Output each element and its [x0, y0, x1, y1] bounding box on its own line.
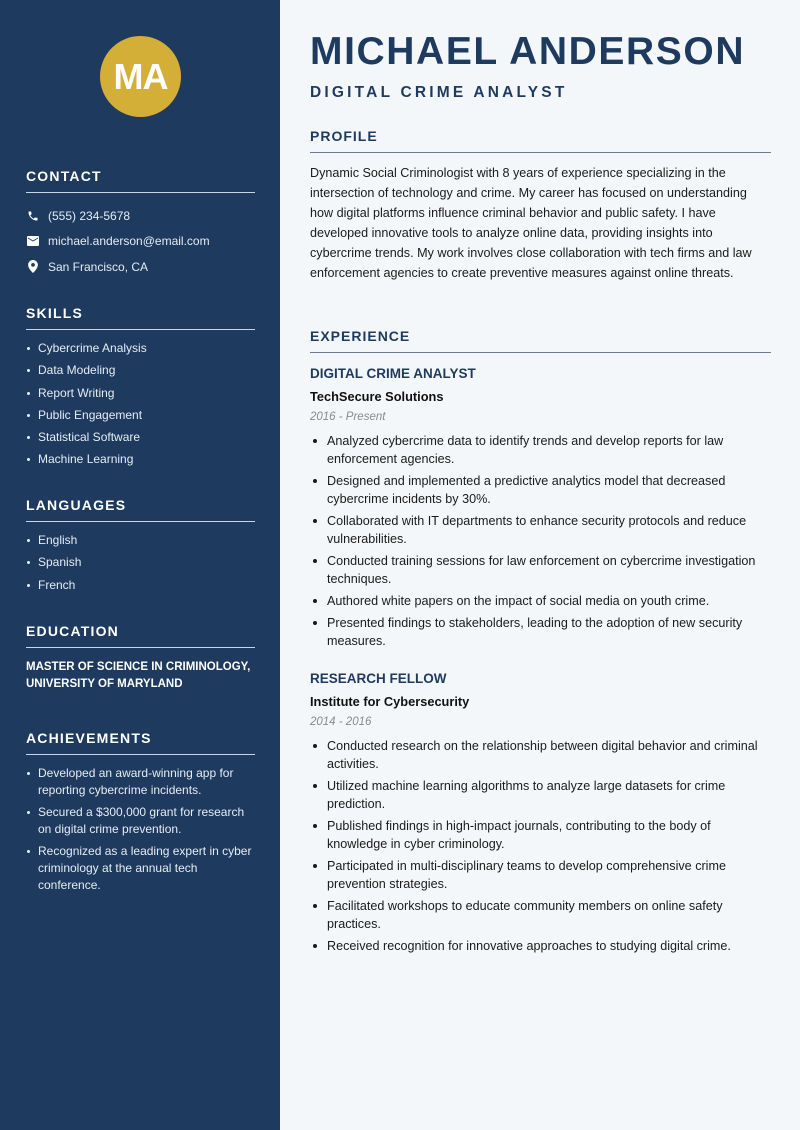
achievements-list	[26, 765, 255, 894]
skills-list	[26, 340, 255, 468]
job-bullet: Analyzed cybercrime data to identify trends and develop reports for law enforcement agencies.	[310, 432, 771, 468]
section-heading: ACHIEVEMENTS	[26, 730, 255, 755]
job-dates: 2014 - 2016	[310, 716, 372, 728]
language-item: French	[26, 577, 255, 594]
skill-item: Data Modeling	[26, 362, 255, 379]
job-bullet: Participated in multi-disciplinary teams to develop comprehensive crime prevention strategies.	[310, 857, 771, 893]
job-bullet: Conducted research on the relationship between digital behavior and criminal activities.	[310, 737, 771, 773]
job-entry	[310, 671, 771, 959]
email-icon	[26, 235, 39, 248]
skill-item: Report Writing	[26, 385, 255, 402]
avatar	[100, 36, 181, 117]
skill-item: Public Engagement	[26, 407, 255, 424]
candidate-name: MICHAEL ANDERSON	[310, 30, 746, 73]
contact-phone	[26, 203, 255, 229]
job-bullets	[310, 737, 771, 955]
job-entry	[310, 366, 771, 654]
section-heading: LANGUAGES	[26, 497, 255, 522]
skills-section	[26, 305, 255, 474]
job-title: DIGITAL CRIME ANALYST	[310, 366, 476, 381]
contact-text: San Francisco, CA	[48, 259, 149, 274]
contact-text: (555) 234-5678	[48, 208, 131, 223]
section-heading: SKILLS	[26, 305, 255, 330]
languages-section	[26, 497, 255, 599]
job-title: RESEARCH FELLOW	[310, 671, 447, 686]
achievement-item: Developed an award-winning app for reporting cybercrime incidents.	[26, 765, 255, 799]
job-company: TechSecure Solutions	[310, 389, 444, 404]
job-dates: 2016 - Present	[310, 411, 386, 423]
contact-section	[26, 168, 255, 280]
language-item: English	[26, 532, 255, 549]
phone-icon	[26, 209, 39, 222]
contact-text: michael.anderson@email.com	[48, 234, 210, 249]
job-bullet: Collaborated with IT departments to enhance security protocols and reduce vulnerabilities.	[310, 512, 771, 548]
job-bullet: Conducted training sessions for law enforcement on cybercrime investigation techniques.	[310, 552, 771, 588]
section-heading: PROFILE	[310, 128, 771, 153]
section-heading: EXPERIENCE	[310, 328, 771, 353]
languages-list	[26, 532, 255, 594]
job-bullet: Presented findings to stakeholders, leading to the adoption of new security measures.	[310, 614, 771, 650]
job-company: Institute for Cybersecurity	[310, 694, 470, 709]
candidate-title: DIGITAL CRIME ANALYST	[310, 84, 568, 101]
job-bullet: Designed and implemented a predictive analytics model that decreased cybercrime incidents by 30%.	[310, 472, 771, 508]
skill-item: Machine Learning	[26, 451, 255, 468]
profile-summary: Dynamic Social Criminologist with 8 years of experience specializing in the intersection of technology and crime. My career has focused on understanding how digital platforms influence criminal behavior and public safety. I have developed innovative tools to analyze online data, providing insights into cybercrime trends. My work involves close collaboration with tech firms and law enforcement agencies to create preventive measures against online threats.	[310, 166, 752, 280]
skill-item: Cybercrime Analysis	[26, 340, 255, 357]
contact-email	[26, 229, 255, 255]
achievement-item: Secured a $300,000 grant for research on digital crime prevention.	[26, 804, 255, 838]
job-bullet: Received recognition for innovative approaches to studying digital crime.	[310, 937, 771, 955]
job-bullets	[310, 432, 771, 650]
location-pin-icon	[26, 260, 39, 273]
job-bullet: Authored white papers on the impact of social media on youth crime.	[310, 592, 771, 610]
education-degree: MASTER OF SCIENCE IN CRIMINOLOGY, UNIVERSITY OF MARYLAND	[26, 661, 251, 690]
contact-list	[26, 203, 255, 280]
avatar-initials: MA	[113, 55, 168, 97]
profile-section	[310, 128, 771, 283]
skill-item: Statistical Software	[26, 429, 255, 446]
education-section	[26, 623, 255, 693]
job-bullet: Utilized machine learning algorithms to analyze large datasets for crime prediction.	[310, 777, 771, 813]
achievements-section	[26, 730, 255, 899]
job-bullet: Published findings in high-impact journals, contributing to the body of knowledge in cyber criminology.	[310, 817, 771, 853]
achievement-item: Recognized as a leading expert in cyber criminology at the annual tech conference.	[26, 843, 255, 894]
language-item: Spanish	[26, 554, 255, 571]
section-heading: CONTACT	[26, 168, 255, 193]
contact-location	[26, 254, 255, 280]
job-bullet: Facilitated workshops to educate community members on online safety practices.	[310, 897, 771, 933]
experience-section	[310, 328, 771, 353]
sidebar	[0, 0, 280, 1130]
section-heading: EDUCATION	[26, 623, 255, 648]
